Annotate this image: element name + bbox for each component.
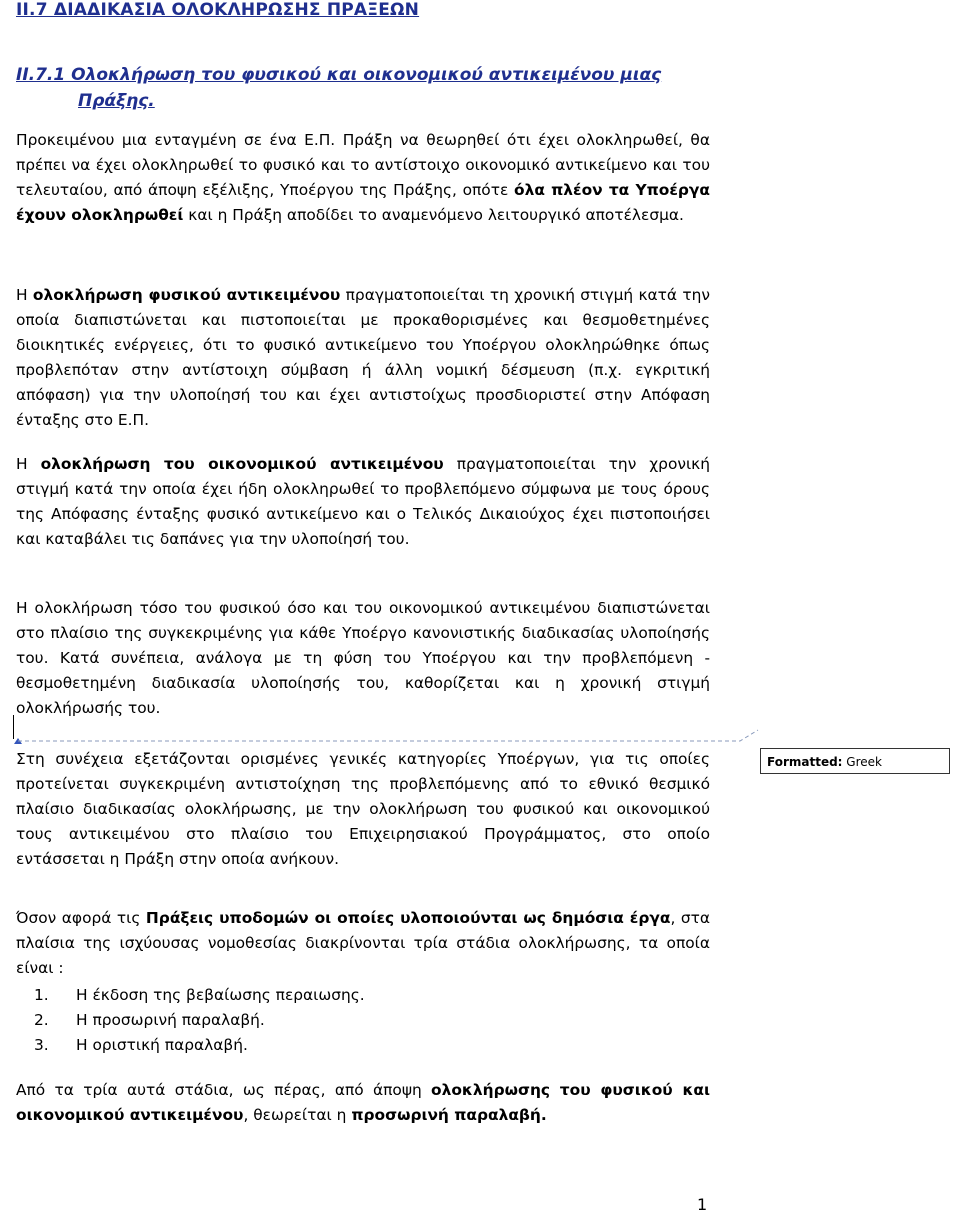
paragraph-text: Προκειμένου μια ενταγμένη σε ένα Ε.Π. Πράξη να θεωρηθεί ότι έχει ολοκληρωθεί, θα πρέπει να έχει ολοκληρωθεί το φυσικό και το αντίστοιχο οικονομικό αντικείμενο και του τελευταίου, από άποψη εξέλιξης, Υποέργου της Πράξης, οπότε xyxy=(16,131,710,199)
subsection-heading-line2: Πράξης. xyxy=(78,91,155,111)
subsection-heading-line1: II.7.1 Ολοκλήρωση του φυσικού και οικονομικού αντικειμένου μιας xyxy=(16,65,662,85)
bold-text: Πράξεις υποδομών οι οποίες υλοποιούνται ως δημόσια έργα xyxy=(145,909,671,927)
bold-text: ολοκλήρωσης του φυσικού και οικονομικού αντικειμένου xyxy=(16,1081,710,1124)
list-item-text: Η προσωρινή παραλαβή. xyxy=(76,1011,265,1029)
paragraph-text: πραγματοποιείται τη χρονική στιγμή κατά την οποία διαπιστώνεται και πιστοποιείται με προκαθορισμένες και θεσμοθετημένες διοικητικές ενέργειες, ότι το φυσικό αντικείμενο του Υποέργου ολοκληρώθηκε όπως προβλεπόταν στην αντίστοιχη σύμβαση ή άλλη νομική δέσμευση (π.χ. εγκριτική απόφαση) για την υλοποίησή του και έχει αντιστοίχως προσδιοριστεί στην Απόφαση ένταξης στο Ε.Π. xyxy=(16,286,711,429)
bold-text: προσωρινή παραλαβή. xyxy=(351,1106,547,1124)
paragraph-text: , στα πλαίσια της ισχύουσας νομοθεσίας διακρίνονται τρία στάδια ολοκλήρωσης, τα οποία είναι : xyxy=(16,909,710,977)
paragraph-5: Στη συνέχεια εξετάζονται ορισμένες γενικές κατηγορίες Υποέργων, για τις οποίες προτείνεται συγκεκριμένη αντιστοίχηση της προβλεπόμενης από το εθνικό θεσμικό πλαίσιο διαδικασίας ολοκλήρωσης, με την ολοκλήρωση του φυσικού και οικονομικού τους αντικειμένου στο πλαίσιο του Επιχειρησιακού Προγράμματος, στο οποίο εντάσσεται η Πράξη στην οποία ανήκουν. xyxy=(16,750,710,868)
list-item-text: Η οριστική παραλαβή. xyxy=(76,1036,248,1054)
paragraph-text: Από τα τρία αυτά στάδια, ως πέρας, από άποψη xyxy=(16,1081,432,1099)
list-item-text: Η έκδοση της βεβαίωσης περαιωσης. xyxy=(76,986,365,1004)
bold-text: ολοκλήρωση του οικονομικού αντικειμένου xyxy=(40,455,444,473)
list-number: 3. xyxy=(34,1036,49,1054)
paragraph-text: , θεωρείται η xyxy=(243,1106,352,1124)
comment-value: Greek xyxy=(842,755,882,769)
paragraph-text: πραγματοποιείται την χρονική στιγμή κατά την οποία έχει ήδη ολοκληρωθεί το προβλεπόμενο σύμφωνα με τους όρους της Απόφασης ένταξης φυσικό αντικείμενο και ο Τελικός Δικαιούχος έχει πιστοποιήσει και καταβάλει τις δαπάνες για την υλοποίησή του. xyxy=(16,455,710,548)
formatting-comment-balloon[interactable] xyxy=(760,748,950,774)
paragraph-text: Η xyxy=(16,455,41,473)
list-number: 1. xyxy=(34,986,49,1004)
paragraph-text: Όσον αφορά τις xyxy=(16,909,146,927)
bold-text: όλα πλέον τα Υποέργα έχουν ολοκληρωθεί xyxy=(16,181,710,224)
paragraph-4: Η ολοκλήρωση τόσο του φυσικού όσο και του οικονομικού αντικειμένου διαπιστώνεται στο πλαίσιο της συγκεκριμένης για κάθε Υποέργο κανονιστικής διαδικασίας υλοποίησής του. Κατά συνέπεια, ανάλογα με τη φύση του Υποέργου και την προβλεπόμενη - θεσμοθετημένη διαδικασία υλοποίησής του, καθορίζεται και η χρονική στιγμή ολοκλήρωσής του. xyxy=(16,599,710,717)
paragraph-text: και η Πράξη αποδίδει το αναμενόμενο λειτουργικό αποτέλεσμα. xyxy=(183,206,684,224)
paragraph-text: Η xyxy=(16,286,33,304)
page-number: 1 xyxy=(697,1195,708,1214)
bold-text: ολοκλήρωση φυσικού αντικειμένου xyxy=(32,286,341,304)
section-heading: II.7 ΔΙΑΔΙΚΑΣΙΑ ΟΛΟΚΛΗΡΩΣΗΣ ΠΡΑΞΕΩΝ xyxy=(16,0,420,20)
list-number: 2. xyxy=(34,1011,49,1029)
comment-label: Formatted: xyxy=(767,755,843,769)
